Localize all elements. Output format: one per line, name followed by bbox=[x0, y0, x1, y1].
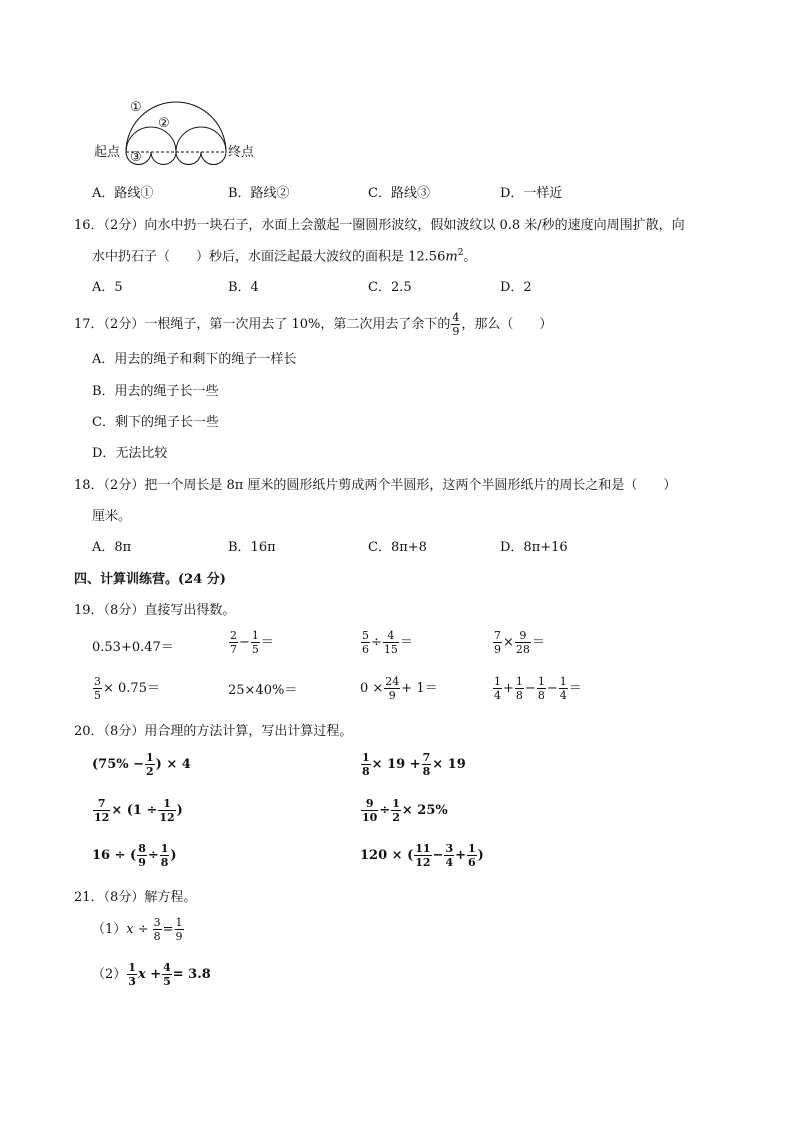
q19-r2-a: $\frac{3}{5}$ × 0.75＝ bbox=[94, 675, 160, 702]
q19-r2-c: 0 × $\frac{24}{9}$ + 1＝ bbox=[360, 675, 438, 702]
q15-option-d[interactable]: D．一样近 bbox=[500, 186, 563, 201]
q18-stem-line1: 18．（2分）把一个周长是 8π 厘米的圆形纸片剪成两个半圆形，这两个半圆形纸片的周长之和是（ ） bbox=[74, 478, 677, 493]
route-2-marker: ② bbox=[158, 116, 170, 131]
q16-stem-line1: 16．（2分）向水中扔一块石子，水面上会激起一圈圆形波纹，假如波纹以 0.8 米/秒的速度向周围扩散，向 bbox=[74, 218, 685, 233]
q19-r1-b: $\frac{2}{7}$ − $\frac{1}{5}$ ＝ bbox=[230, 629, 274, 656]
route-2-arc-right bbox=[176, 127, 226, 152]
q17-option-b[interactable]: B．用去的绳子长一些 bbox=[92, 384, 219, 399]
q18-stem-line2: 厘米。 bbox=[92, 509, 132, 524]
route-1-marker: ① bbox=[130, 100, 142, 115]
fraction: $\frac{4}{9}$ bbox=[452, 311, 460, 338]
q15-option-c[interactable]: C．路线③ bbox=[368, 186, 430, 201]
q18-option-c[interactable]: C．8π+8 bbox=[368, 540, 427, 555]
q19-r2-b: 25×40%＝ bbox=[228, 683, 298, 698]
start-label: 起点 bbox=[94, 145, 121, 160]
q18-option-b[interactable]: B．16π bbox=[228, 540, 276, 555]
q17-stem: 17．（2分）一根绳子，第一次用去了 10%，第二次用去了余下的 $\frac{4}{9}$ ，那么（ ） bbox=[74, 311, 553, 338]
q19-r1-a: 0.53+0.47＝ bbox=[92, 640, 174, 655]
route-3-arc-4 bbox=[201, 152, 226, 165]
q20-expr-3: $\frac{7}{12}$ × (1 ÷ $\frac{1}{12}$ ) bbox=[94, 797, 183, 824]
route-3-marker: ③ bbox=[130, 150, 142, 165]
section-title: 四、计算训练营。(24 分) bbox=[74, 572, 226, 587]
q19-r1-c: $\frac{5}{6}$ ÷ $\frac{4}{15}$ ＝ bbox=[362, 629, 413, 656]
q20-expr-6: 120 × ( $\frac{11}{12}$ − $\frac{3}{4}$ + $\frac{1}{6}$ ) bbox=[360, 842, 484, 869]
q17-option-a[interactable]: A．用去的绳子和剩下的绳子一样长 bbox=[92, 352, 297, 367]
q16-option-d[interactable]: D．2 bbox=[500, 280, 532, 295]
q20-expr-5: 16 ÷ ( $\frac{8}{9}$ ÷ $\frac{1}{8}$ ) bbox=[92, 842, 177, 869]
q15-option-b[interactable]: B．路线② bbox=[228, 186, 290, 201]
route-3-arc-3 bbox=[176, 152, 201, 165]
q16-stem-line2: 水中扔石子（ ）秒后，水面泛起最大波纹的面积是 $12.56m^2$。 bbox=[92, 248, 477, 265]
q18-option-d[interactable]: D．8π+16 bbox=[500, 540, 568, 555]
q19-r2-d: $\frac{1}{4}$ + $\frac{1}{8}$ − $\frac{1}{8}$ − $\frac{1}{4}$ ＝ bbox=[494, 675, 582, 702]
q17-option-d[interactable]: D．无法比较 bbox=[92, 446, 168, 461]
q15-option-a[interactable]: A．路线① bbox=[92, 186, 154, 201]
q20-expr-2: $\frac{1}{8}$ × 19 + $\frac{7}{8}$ × 19 bbox=[362, 751, 466, 778]
q16-option-c[interactable]: C．2.5 bbox=[368, 280, 412, 295]
q19-stem: 19．（8分）直接写出得数。 bbox=[74, 603, 236, 618]
q19-r1-d: $\frac{7}{9}$ × $\frac{9}{28}$ ＝ bbox=[494, 629, 545, 656]
q20-expr-1: (75% − $\frac{1}{2}$ ) × 4 bbox=[92, 751, 191, 778]
q21-equation-2: （2） $\frac{1}{3}$ x + $\frac{4}{5}$ = 3.8 bbox=[92, 961, 211, 988]
q18-option-a[interactable]: A．8π bbox=[92, 540, 132, 555]
q21-equation-1: （1） x ÷ $\frac{3}{8}$ = $\frac{1}{9}$ bbox=[92, 916, 183, 943]
q21-stem: 21．（8分）解方程。 bbox=[74, 890, 197, 905]
q16-option-b[interactable]: B．4 bbox=[228, 280, 259, 295]
q17-option-c[interactable]: C．剩下的绳子长一些 bbox=[92, 415, 219, 430]
end-label: 终点 bbox=[228, 145, 255, 160]
q20-stem: 20．（8分）用合理的方法计算，写出计算过程。 bbox=[74, 724, 353, 739]
route-3-arc-2 bbox=[151, 152, 176, 164]
q16-option-a[interactable]: A．5 bbox=[92, 280, 123, 295]
q20-expr-4: $\frac{9}{10}$ ÷ $\frac{1}{2}$ × 25% bbox=[362, 797, 448, 824]
